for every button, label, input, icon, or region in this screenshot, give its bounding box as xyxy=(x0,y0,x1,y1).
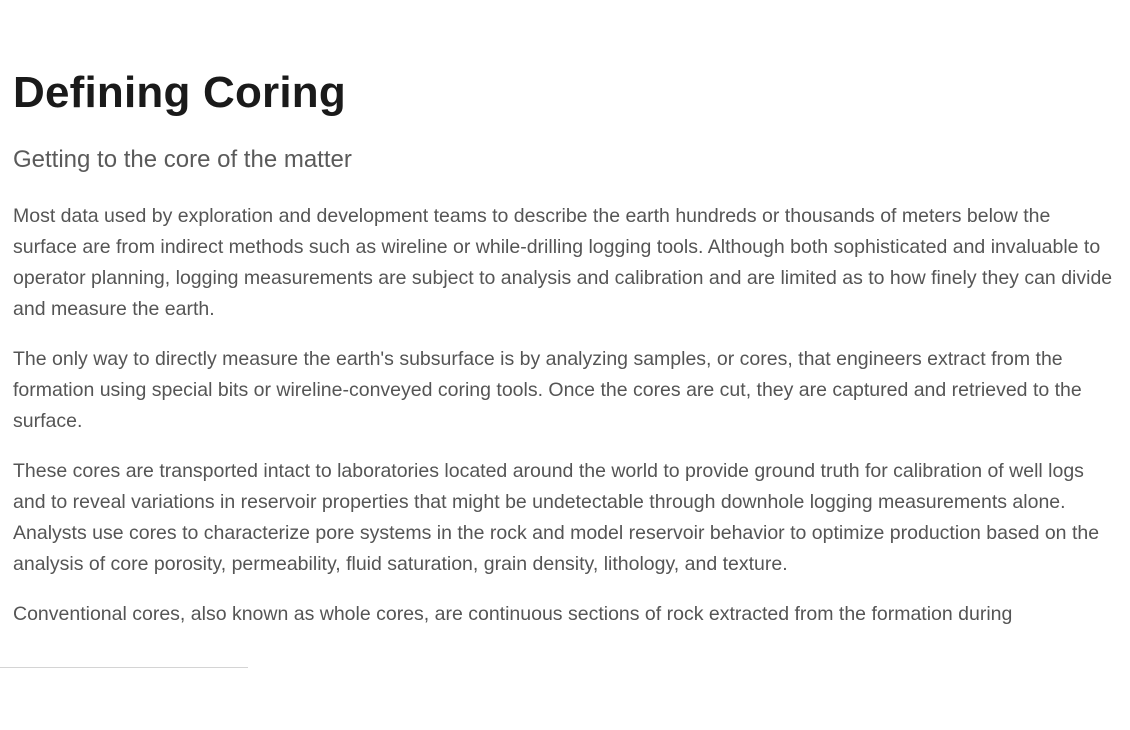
paragraph-direct-measurement: The only way to directly measure the earth's subsurface is by analyzing samples, or cores, that engineers extract from the formation using special bits or wireline-conveyed coring tools. Once the cores are cut, they are captured and retrieved to the surface. xyxy=(13,348,1082,432)
article-body xyxy=(13,0,1118,662)
paragraph-indirect-methods: Most data used by exploration and development teams to describe the earth hundreds or thousands of meters below the surface are from indirect methods such as wireline or while-drilling logging tools. Although both sophisticated and invaluable to operator planning, logging measurements are subject to analysis and calibration and are limited as to how finely they can divide and measure the earth. xyxy=(13,205,1113,320)
paragraph-conventional-cores: Conventional cores, also known as whole cores, are continuous sections of rock extracted from the formation during xyxy=(13,603,1013,625)
divider-line xyxy=(0,667,248,668)
paragraph-laboratory-analysis: These cores are transported intact to laboratories located around the world to provide ground truth for calibration of well logs and to reveal variations in reservoir properties that might be undetectable through downhole logging measurements alone. Analysts use cores to characterize pore systems in the rock and model reservoir behavior to optimize production based on the analysis of core porosity, permeability, fluid saturation, grain density, lithology, and texture. xyxy=(13,460,1100,575)
page-subtitle: Getting to the core of the matter xyxy=(13,146,352,173)
page-title: Defining Coring xyxy=(13,68,346,117)
